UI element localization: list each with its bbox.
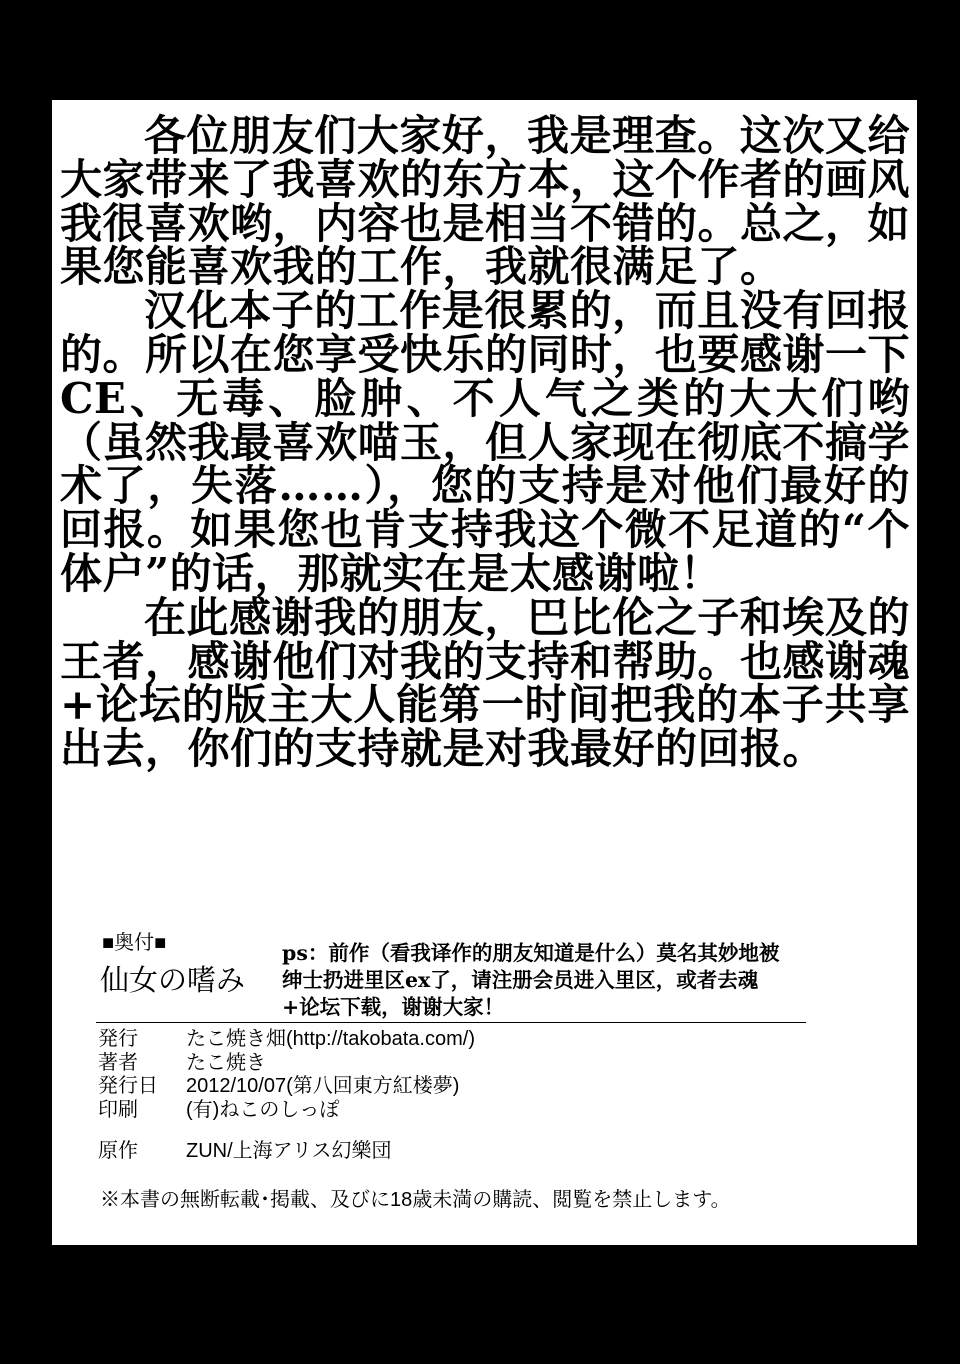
copyright-notice: ※本書の無断転載･掲載、及びに18歳未満の購読、閲覧を禁止します。: [100, 1189, 731, 1211]
row-label: 著者: [98, 1051, 138, 1074]
note-paragraph: 各位朋友们大家好，我是理查。这次又给大家带来了我喜欢的东方本，这个作者的画风我很喜欢哟，内容也是相当不错的。总之，如果您能喜欢我的工作，我就很满足了。: [60, 111, 911, 292]
colophon-row: [98, 1052, 475, 1076]
colophon-row: [98, 1099, 475, 1123]
row-value: 2012/10/07(第八回東方紅楼夢): [186, 1075, 460, 1098]
row-value: (有)ねこのしっぽ: [186, 1098, 340, 1121]
row-label: 印刷: [98, 1098, 138, 1121]
row-label: 発行: [98, 1028, 138, 1050]
row-value: ZUN/上海アリス幻樂団: [186, 1140, 392, 1163]
row-label: 発行日: [98, 1075, 158, 1098]
divider: [96, 1022, 806, 1023]
translator-note: [60, 111, 911, 774]
ps-note: ps：前作（看我译作的朋友知道是什么）莫名其妙地被绅士扔进里区ex了，请注册会员进入里区，或者去魂+论坛下载，谢谢大家！: [282, 941, 780, 1019]
colophon-table: [98, 1028, 475, 1164]
row-value: たこ焼き: [186, 1051, 266, 1074]
note-paragraph: 汉化本子的工作是很累的，而且没有回报的。所以在您享受快乐的同时，也要感谢一下CE、无毒、脸肿、不人气之类的大大们哟（虽然我最喜欢喵玉，但人家现在彻底不搞学术了，失落……），您的支持是对他们最好的回报。如果您也肯支持我这个微不足道的“个体户”的话，那就实在是太感谢啦！: [60, 286, 911, 598]
colophon-row-original: [98, 1140, 475, 1164]
note-paragraph: 在此感谢我的朋友，巴比伦之子和埃及的王者，感谢他们对我的支持和帮助。也感谢魂+论坛的版主大人能第一时间把我的本子共享出去，你们的支持就是对我最好的回报。: [60, 592, 911, 774]
page-sheet: [52, 100, 917, 1245]
colophon-row: [98, 1028, 475, 1052]
colophon-heading: ■奥付■: [102, 932, 167, 954]
row-value: たこ焼き畑(http://takobata.com/): [186, 1028, 475, 1050]
spacer: [98, 1122, 475, 1140]
colophon-row: [98, 1075, 475, 1099]
row-label: 原作: [98, 1140, 138, 1163]
book-title: 仙女の嗜み: [100, 965, 246, 997]
